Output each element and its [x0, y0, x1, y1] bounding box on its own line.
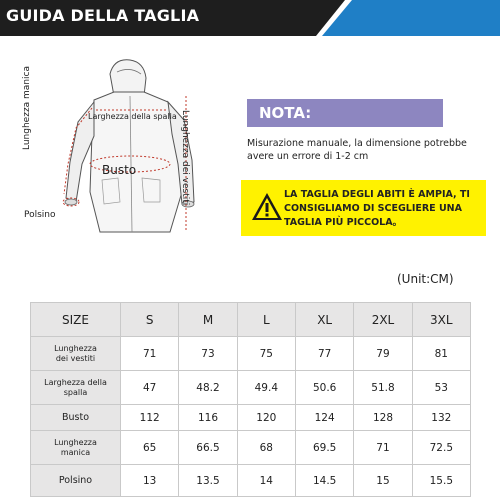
nota-banner [247, 99, 443, 127]
column-header: SIZE [31, 303, 121, 337]
column-header: L [237, 303, 295, 337]
table-cell: 72.5 [412, 431, 470, 465]
table-cell: 49.4 [237, 371, 295, 405]
table-cell: 128 [354, 405, 412, 431]
row-header [31, 465, 121, 497]
table-row [31, 465, 471, 497]
table-cell: 124 [295, 405, 353, 431]
warning-line: CONSIGLIAMO DI SCEGLIERE UNA [284, 203, 462, 214]
label-spalla: Larghezza della spalla [88, 112, 177, 121]
warning-icon [251, 192, 283, 222]
label-vestiti: Lunghezza dei vestiti [180, 110, 190, 206]
table-cell: 120 [237, 405, 295, 431]
nota-label: NOTA: [259, 104, 312, 122]
table-cell: 112 [121, 405, 179, 431]
table-cell: 47 [121, 371, 179, 405]
table-header-row [31, 303, 471, 337]
row-header-line: Larghezza della [44, 377, 107, 387]
table-cell: 48.2 [179, 371, 237, 405]
table-row [31, 337, 471, 371]
row-header [31, 431, 121, 465]
table-cell: 132 [412, 405, 470, 431]
warning-line: TAGLIA PIÙ PICCOLA。 [284, 217, 403, 228]
unit-label: (Unit:CM) [397, 272, 454, 286]
table-cell: 81 [412, 337, 470, 371]
column-header: S [121, 303, 179, 337]
column-header: XL [295, 303, 353, 337]
header [0, 0, 500, 36]
table-cell: 68 [237, 431, 295, 465]
table-cell: 15.5 [412, 465, 470, 497]
table-cell: 14 [237, 465, 295, 497]
table-cell: 13.5 [179, 465, 237, 497]
table-cell: 77 [295, 337, 353, 371]
row-header-line: Lunghezza [54, 343, 97, 353]
column-header: 2XL [354, 303, 412, 337]
table-cell: 66.5 [179, 431, 237, 465]
jacket-figure [22, 52, 232, 242]
table-cell: 13 [121, 465, 179, 497]
page-title: GUIDA DELLA TAGLIA [6, 6, 200, 25]
table-cell: 71 [354, 431, 412, 465]
label-busto: Busto [102, 163, 137, 177]
label-polsino: Polsino [24, 210, 56, 220]
table-cell: 65 [121, 431, 179, 465]
table-cell: 51.8 [354, 371, 412, 405]
column-header: M [179, 303, 237, 337]
measurement-note: Misurazione manuale, la dimensione potrebbe avere un errore di 1-2 cm [247, 138, 467, 162]
size-table [30, 302, 471, 497]
row-header [31, 337, 121, 371]
row-header-line: Lunghezza [54, 437, 97, 447]
table-cell: 71 [121, 337, 179, 371]
table-cell: 79 [354, 337, 412, 371]
table-cell: 75 [237, 337, 295, 371]
table-cell: 116 [179, 405, 237, 431]
table-cell: 69.5 [295, 431, 353, 465]
row-header [31, 371, 121, 405]
table-row [31, 371, 471, 405]
table-cell: 50.6 [295, 371, 353, 405]
warning-line: LA TAGLIA DEGLI ABITI È AMPIA, TI [284, 189, 470, 200]
table-cell: 15 [354, 465, 412, 497]
warning-box [241, 180, 486, 236]
table-row [31, 431, 471, 465]
row-header-line: Busto [61, 411, 90, 423]
row-header-line: manica [60, 447, 91, 457]
row-header [31, 405, 121, 431]
table-cell: 14.5 [295, 465, 353, 497]
row-header-line: spalla [63, 387, 88, 397]
label-manica: Lunghezza manica [22, 66, 32, 150]
warning-text [284, 188, 484, 230]
column-header: 3XL [412, 303, 470, 337]
row-header-line: dei vestiti [55, 353, 96, 363]
row-header-line: Polsino [58, 474, 93, 486]
table-row [31, 405, 471, 431]
table-cell: 73 [179, 337, 237, 371]
table-cell: 53 [412, 371, 470, 405]
